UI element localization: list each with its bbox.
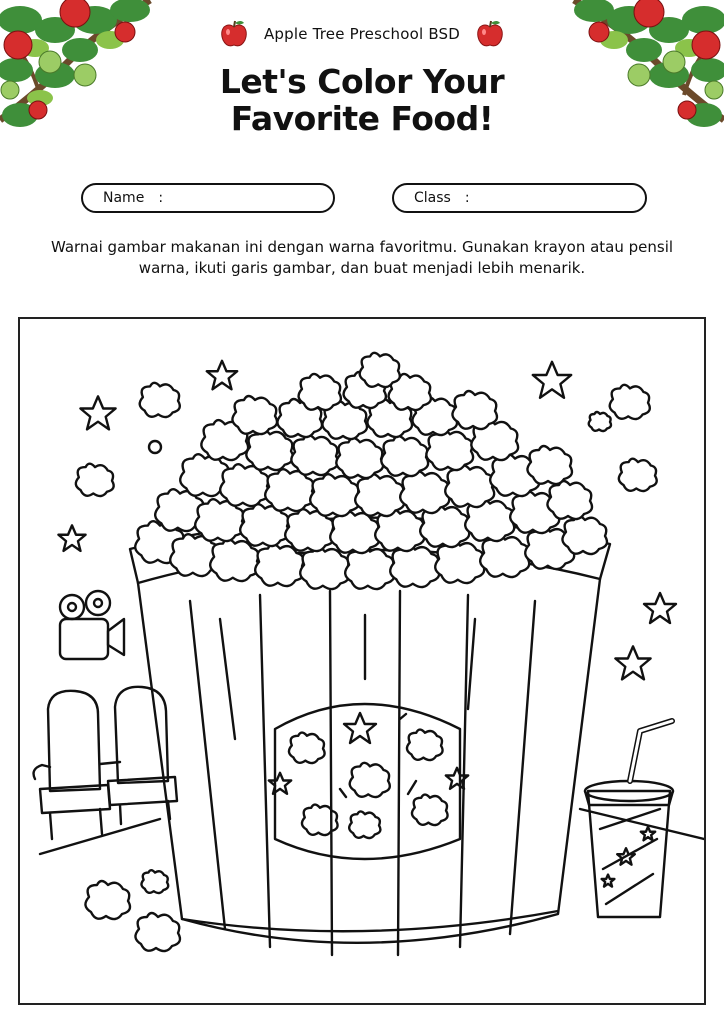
title-line-1: Let's Color Your — [219, 62, 505, 101]
film-camera-drawing — [60, 591, 124, 659]
coloring-frame — [18, 317, 706, 1005]
name-colon: : — [158, 190, 164, 206]
apple-icon — [218, 18, 250, 50]
instructions-text: Warnai gambar makanan ini dengan warna favoritmu. Gunakan krayon atau pensil warna, ikuti garis gambar, dan buat menjadi lebih menarik. — [50, 238, 674, 277]
class-field[interactable] — [392, 183, 647, 213]
page-title — [0, 64, 724, 138]
page-header — [0, 18, 724, 138]
school-name: Apple Tree Preschool BSD — [263, 25, 461, 43]
class-label: Class — [414, 190, 451, 206]
name-field[interactable] — [81, 183, 335, 213]
name-label: Name — [103, 190, 145, 206]
class-colon: : — [464, 190, 470, 206]
popcorn-bucket-coloring-page — [20, 319, 704, 1003]
popcorn-pile-drawing — [135, 353, 607, 589]
apple-icon — [474, 18, 506, 50]
soda-cup-drawing — [585, 721, 673, 917]
title-line-2: Favorite Food! — [230, 98, 494, 138]
school-row — [0, 18, 724, 50]
